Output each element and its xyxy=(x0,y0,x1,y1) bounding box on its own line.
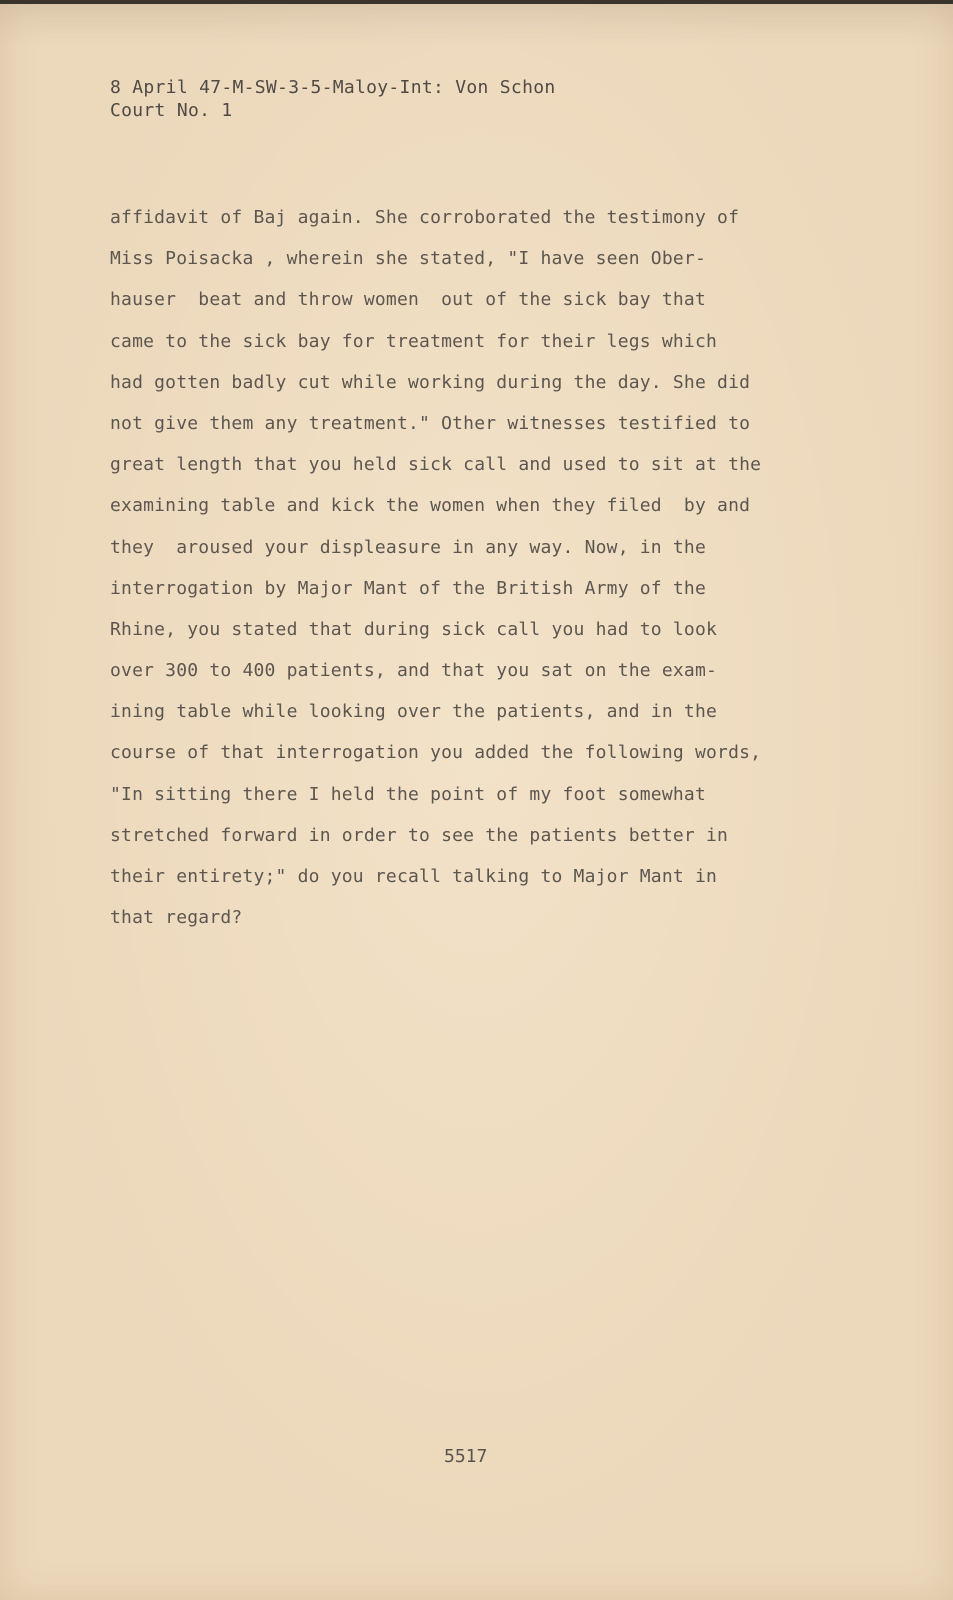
transcript-line: examining table and kick the women when they filed by and xyxy=(110,495,751,517)
transcript-line: they aroused your displeasure in any way. Now, in the xyxy=(110,536,706,558)
transcript-line: had gotten badly cut while working during the day. She did xyxy=(110,371,751,393)
transcript-line: Miss Poisacka , wherein she stated, "I have seen Ober- xyxy=(110,248,706,270)
transcript-body xyxy=(110,197,761,938)
header-court: Court No. 1 xyxy=(110,100,233,121)
transcript-line: interrogation by Major Mant of the British Army of the xyxy=(110,577,706,599)
transcript-line: "In sitting there I held the point of my foot somewhat xyxy=(110,783,706,805)
document-header xyxy=(110,76,555,122)
transcript-line: great length that you held sick call and used to sit at the xyxy=(110,454,762,476)
transcript-line: Rhine, you stated that during sick call you had to look xyxy=(110,618,718,640)
transcript-line: hauser beat and throw women out of the sick bay that xyxy=(110,289,706,311)
transcript-line: ining table while looking over the patients, and in the xyxy=(110,701,718,723)
page-top-edge xyxy=(0,0,953,4)
transcript-line: that regard? xyxy=(110,907,243,929)
page-number: 5517 xyxy=(444,1446,488,1467)
transcript-line: stretched forward in order to see the patients better in xyxy=(110,824,729,846)
transcript-line: came to the sick bay for treatment for their legs which xyxy=(110,330,718,352)
transcript-line: course of that interrogation you added the following words, xyxy=(110,742,762,764)
transcript-line: not give them any treatment." Other witnesses testified to xyxy=(110,412,751,434)
transcript-line: over 300 to 400 patients, and that you sat on the exam- xyxy=(110,660,718,682)
transcript-line: their entirety;" do you recall talking to Major Mant in xyxy=(110,866,718,887)
header-citation: 8 April 47-M-SW-3-5-Maloy-Int: Von Schon xyxy=(110,77,556,98)
transcript-line: affidavit of Baj again. She corroborated the testimony of xyxy=(110,207,740,228)
